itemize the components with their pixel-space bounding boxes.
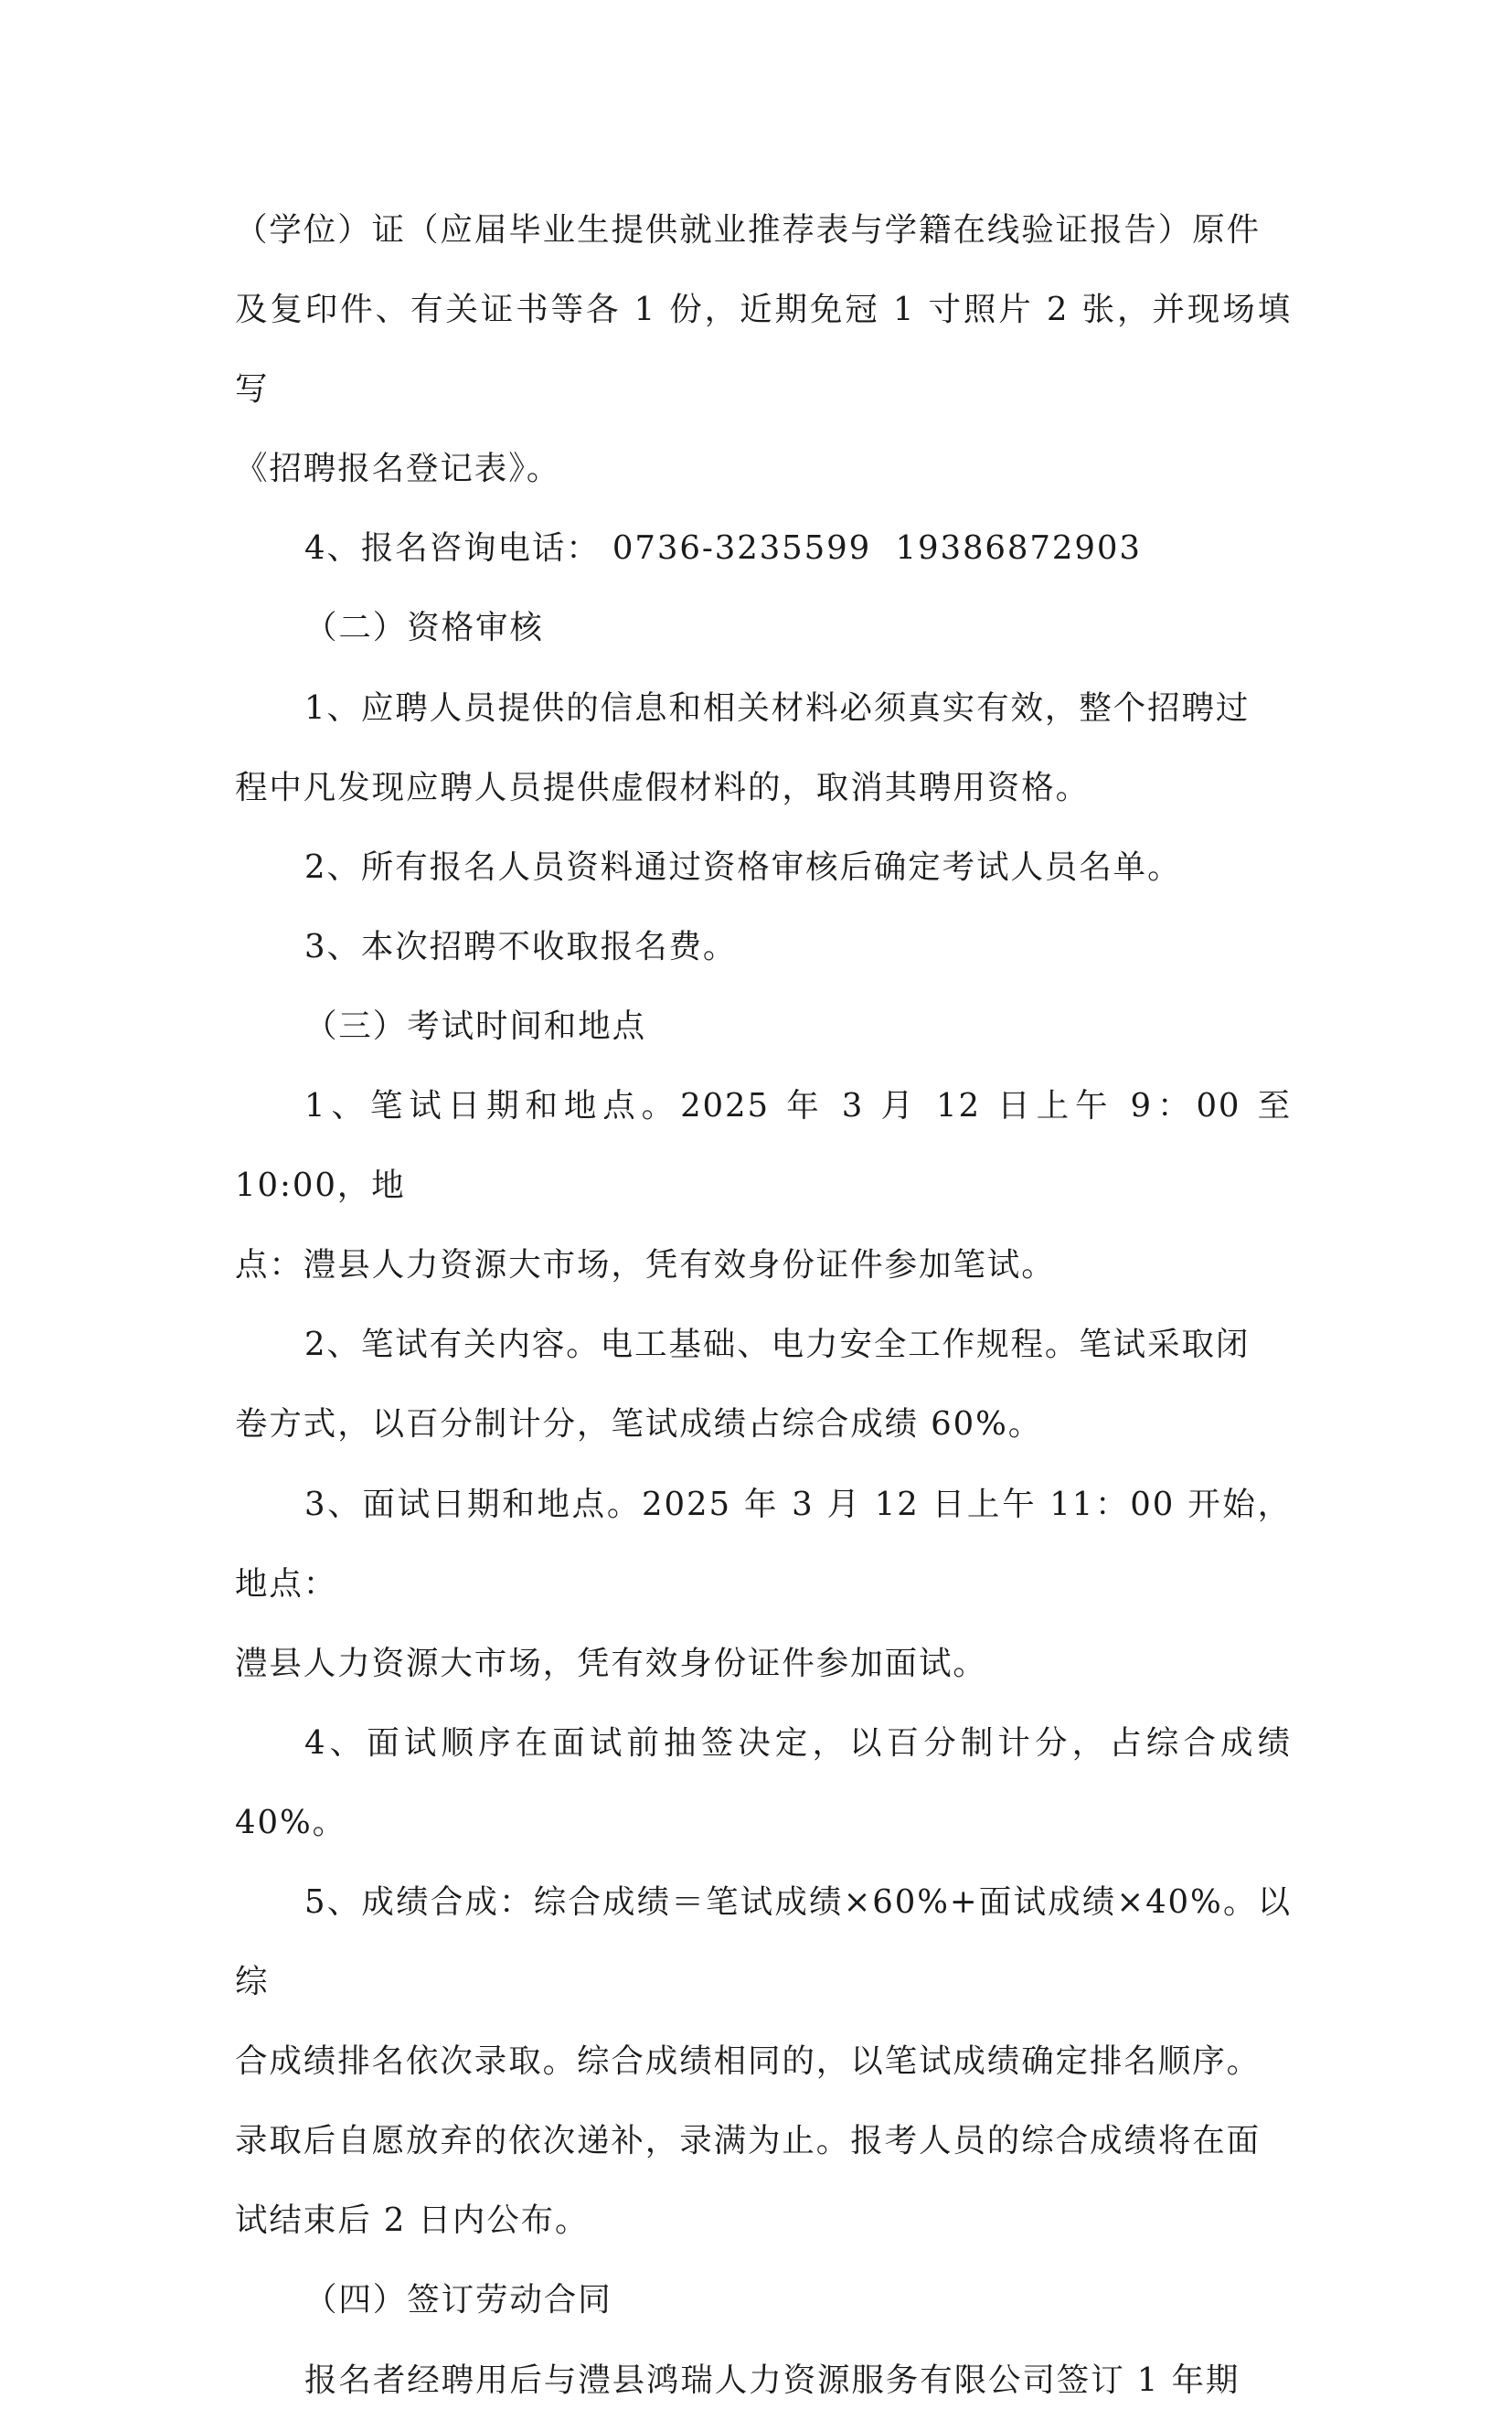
text-line: 卷方式，以百分制计分，笔试成绩占综合成绩 60%。 xyxy=(235,1405,1043,1444)
text-line: 5、成绩合成：综合成绩＝笔试成绩×60%+面试成绩×40%。以综 xyxy=(235,1882,1292,2001)
text-line: 及复印件、有关证书等各 1 份，近期免冠 1 寸照片 2 张，并现场填写 xyxy=(235,291,1292,409)
text-line: 点：澧县人力资源大市场，凭有效身份证件参加笔试。 xyxy=(235,1246,1056,1285)
section-heading-qualification-review xyxy=(235,588,1292,667)
paragraph-exam-2 xyxy=(235,1305,1292,1464)
paragraph-contract xyxy=(235,2340,1292,2420)
text-line: 报名者经聘用后与澧县鸿瑞人力资源服务有限公司签订 1 年期 xyxy=(304,2361,1240,2399)
text-line: （学位）证（应届毕业生提供就业推荐表与学籍在线验证报告）原件 xyxy=(235,211,1262,249)
paragraph-exam-1 xyxy=(235,1066,1292,1305)
text-line: 3、本次招聘不收取报名费。 xyxy=(304,927,738,965)
text-line: 2、笔试有关内容。电工基础、电力安全工作规程。笔试采取闭 xyxy=(304,1326,1251,1364)
text-line: 4、报名咨询电话： 0736-3235599 19386872903 xyxy=(304,529,1142,568)
text-line: 程中凡发现应聘人员提供虚假材料的，取消其聘用资格。 xyxy=(235,768,1091,806)
paragraph-contact-phone xyxy=(235,508,1292,588)
text-line: 1、笔试日期和地点。2025 年 3 月 12 日上午 9：00 至 10:00，地 xyxy=(235,1087,1292,1205)
paragraph-exam-4 xyxy=(235,1703,1292,1862)
paragraph-exam-5 xyxy=(235,1862,1292,2260)
heading-text: （四）签订劳动合同 xyxy=(304,2281,612,2319)
paragraph-review-1 xyxy=(235,668,1292,827)
heading-text: （三）考试时间和地点 xyxy=(304,1007,647,1045)
text-line: 1、应聘人员提供的信息和相关材料必须真实有效，整个招聘过 xyxy=(304,688,1251,727)
text-line: 录取后自愿放弃的依次递补，录满为止。报考人员的综合成绩将在面 xyxy=(235,2122,1262,2160)
paragraph-exam-3 xyxy=(235,1465,1292,1703)
paragraph-materials-continued xyxy=(235,190,1292,508)
text-line: 澧县人力资源大市场，凭有效身份证件参加面试。 xyxy=(235,1644,987,1682)
text-line: 试结束后 2 日内公布。 xyxy=(235,2201,590,2240)
paragraph-review-2 xyxy=(235,827,1292,907)
document-body xyxy=(235,190,1292,2420)
paragraph-review-3 xyxy=(235,907,1292,986)
text-line: 合成绩排名依次录取。综合成绩相同的，以笔试成绩确定排名顺序。 xyxy=(235,2042,1262,2081)
text-line: 3、面试日期和地点。2025 年 3 月 12 日上午 11：00 开始，地点： xyxy=(235,1485,1292,1603)
text-line: 4、面试顺序在面试前抽签决定，以百分制计分，占综合成绩 40%。 xyxy=(235,1723,1292,1841)
text-line: 2、所有报名人员资料通过资格审核后确定考试人员名单。 xyxy=(304,848,1182,886)
section-heading-exam-time-place xyxy=(235,986,1292,1066)
heading-text: （二）资格审核 xyxy=(304,609,544,647)
section-heading-labor-contract xyxy=(235,2260,1292,2340)
text-line: 《招聘报名登记表》。 xyxy=(235,450,561,488)
